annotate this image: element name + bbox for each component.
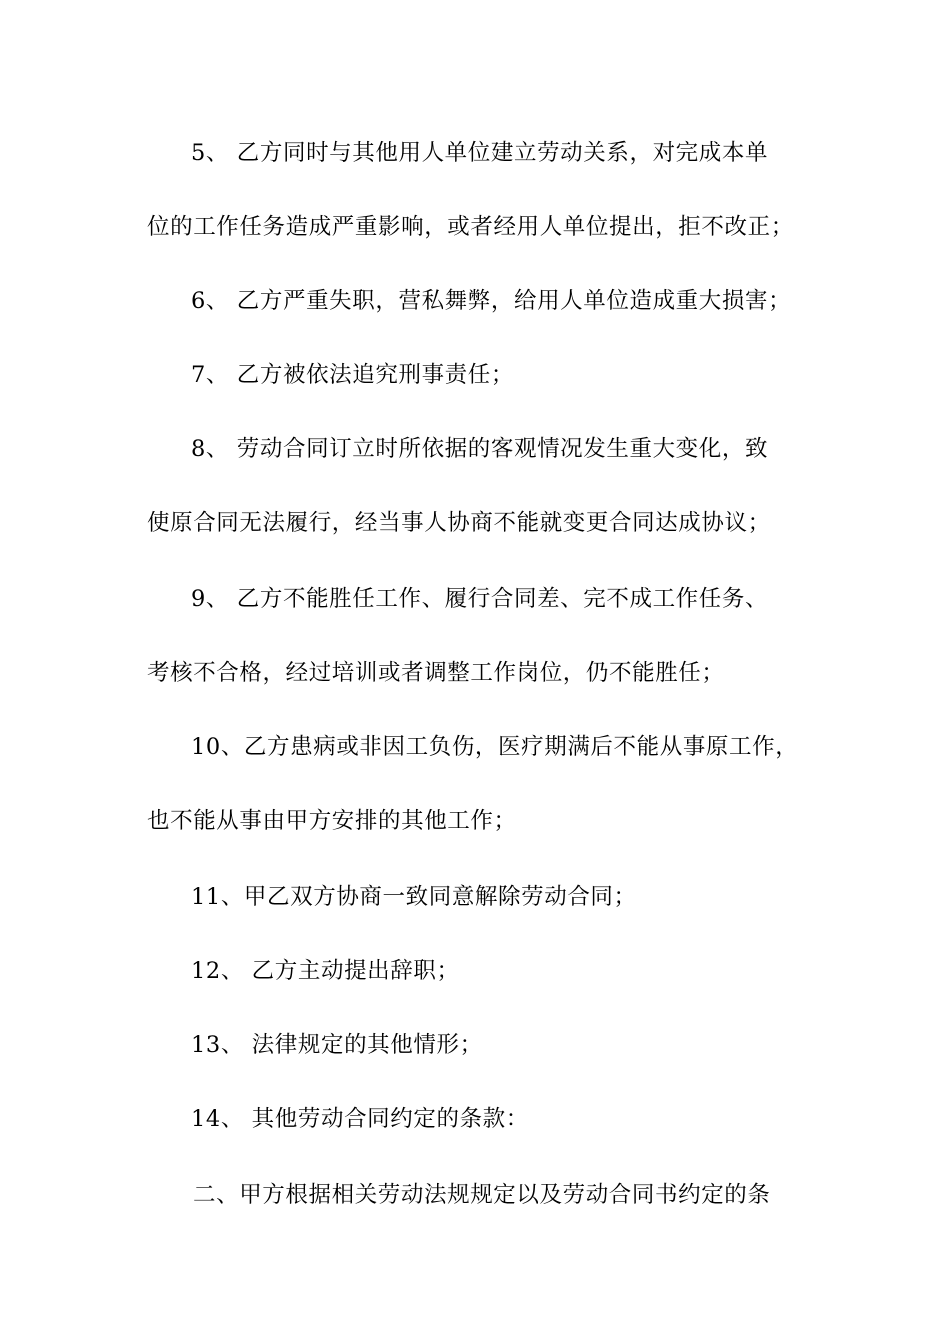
- clause-13: 13、 法律规定的其他情形；: [191, 1032, 483, 1058]
- clause-8-line-1: 8、 劳动合同订立时所依据的客观情况发生重大变化，致: [191, 436, 769, 462]
- clause-7: 7、 乙方被依法追究刑事责任；: [191, 362, 514, 388]
- clause-12: 12、 乙方主动提出辞职；: [191, 958, 460, 984]
- section-2-line-1: 二、甲方根据相关劳动法规规定以及劳动合同书约定的条: [193, 1182, 771, 1208]
- clause-8-line-2: 使原合同无法履行，经当事人协商不能就变更合同达成协议；: [147, 510, 771, 536]
- clause-9-line-1: 9、 乙方不能胜任工作、履行合同差、完不成工作任务、: [191, 586, 769, 612]
- clause-14: 14、 其他劳动合同约定的条款：: [191, 1106, 529, 1132]
- clause-10-line-2: 也不能从事由甲方安排的其他工作；: [147, 808, 517, 834]
- clause-5-line-1: 5、 乙方同时与其他用人单位建立劳动关系，对完成本单: [191, 140, 769, 166]
- clause-10-line-1: 10、乙方患病或非因工负伤，医疗期满后不能从事原工作，: [191, 734, 799, 760]
- clause-5-line-2: 位的工作任务造成严重影响，或者经用人单位提出，拒不改正；: [147, 214, 794, 240]
- clause-9-line-2: 考核不合格，经过培训或者调整工作岗位，仍不能胜任；: [147, 660, 725, 686]
- clause-11: 11、甲乙双方协商一致同意解除劳动合同；: [191, 884, 637, 910]
- clause-6: 6、 乙方严重失职，营私舞弊，给用人单位造成重大损害；: [191, 288, 792, 314]
